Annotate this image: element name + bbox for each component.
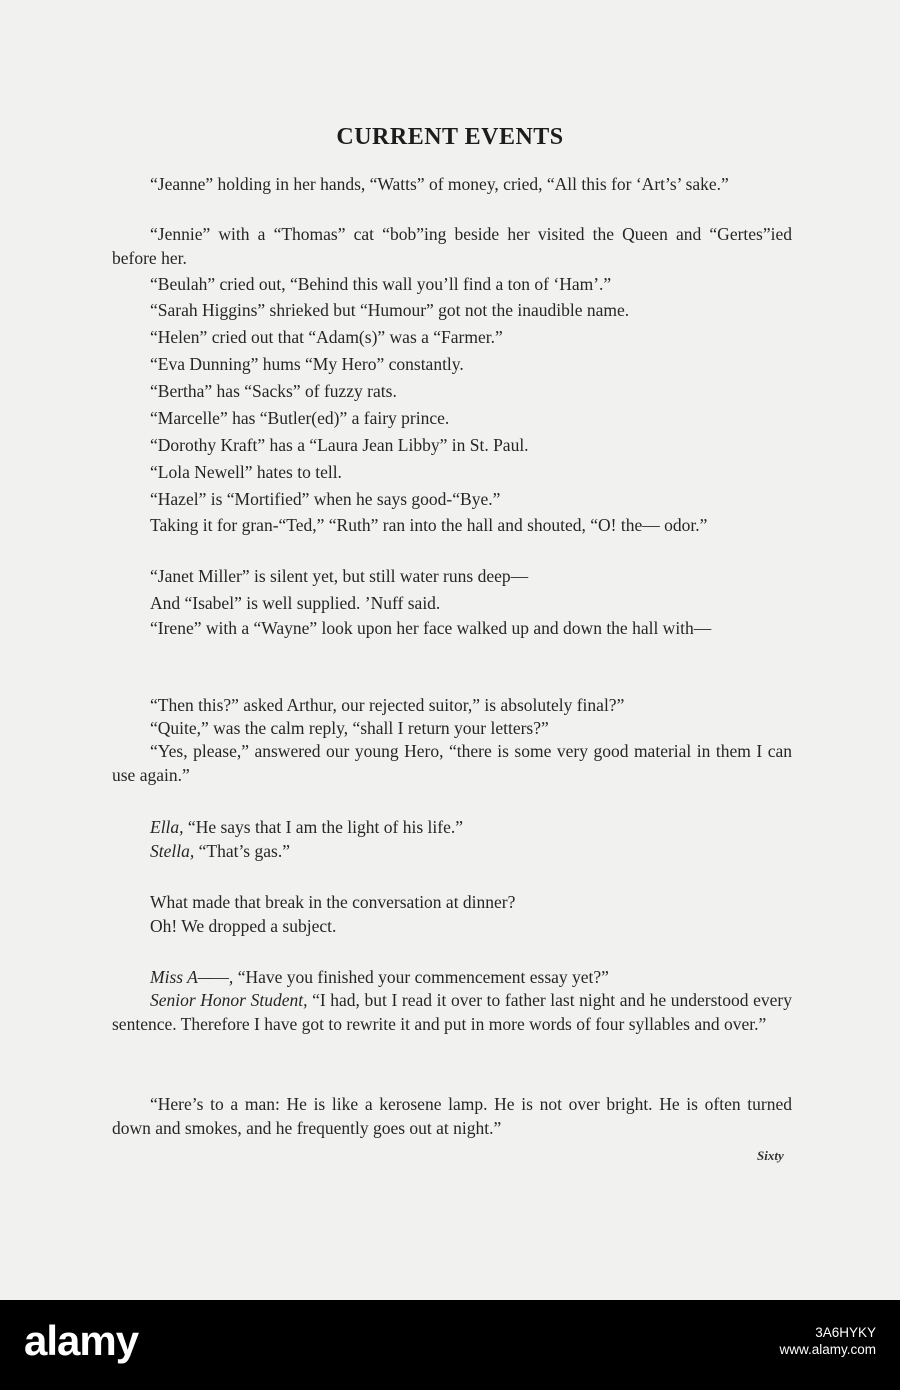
image-id: 3A6HYKY [815,1325,876,1340]
paragraph: Taking it for gran-“Ted,” “Ruth” ran into the hall and shouted, “O! the— odor.” [150,515,708,535]
page-number: Sixty [757,1148,784,1163]
alamy-logo: alamy [24,1317,139,1364]
speaker-name: Senior Honor Student, [150,990,308,1010]
paragraph: “Jennie” with a “Thomas” cat “bob”ing beside her visited the Queen and “Gertes”ied before her. [112,224,792,268]
watermark-info [712,1324,876,1358]
paragraph: “Lola Newell” hates to tell. [150,462,342,482]
paragraph: “Then this?” asked Arthur, our rejected suitor,” is absolutely final?” [150,695,625,715]
quote: “He says that I am the light of his life.” [183,817,463,837]
paragraph: “Quite,” was the calm reply, “shall I return your letters?” [150,718,549,738]
dialogue-line [112,839,792,863]
paragraph: “Beulah” cried out, “Behind this wall you’ll find a ton of ‘Ham’.” [150,274,612,294]
paragraph: What made that break in the conversation at dinner? [150,892,516,912]
paragraph: “Here’s to a man: He is like a kerosene lamp. He is not over bright. He is often turned down and smokes, and he frequently goes out at night.” [112,1094,792,1138]
paragraph: “Dorothy Kraft” has a “Laura Jean Libby” in St. Paul. [150,435,529,455]
quote: “That’s gas.” [194,841,290,861]
paragraph: And “Isabel” is well supplied. ’Nuff said. [150,593,441,613]
paragraph: “Sarah Higgins” shrieked but “Humour” got not the inaudible name. [150,300,630,320]
speaker-name: Miss A——, [150,967,234,987]
paragraph: “Irene” with a “Wayne” look upon her face walked up and down the hall with— [150,618,712,638]
speaker-name: Ella, [150,817,184,837]
paragraph: “Helen” cried out that “Adam(s)” was a “Farmer.” [150,327,503,347]
paragraph: “Yes, please,” answered our young Hero, “there is some very good material in them I can use again.” [112,741,792,785]
dialogue-line [112,965,792,989]
site-url: www.alamy.com [779,1342,876,1357]
paragraph: “Hazel” is “Mortified” when he says good-“Bye.” [150,489,501,509]
paragraph: “Marcelle” has “Butler(ed)” a fairy prince. [150,408,450,428]
quote: “I had, but I read it over to father last night and he understood every sentence. Therefore I have got to rewrite it and put in more words of four syllables and over.” [112,990,792,1034]
paragraph: “Jeanne” holding in her hands, “Watts” of money, cried, “All this for ‘Art’s’ sake.” [150,174,729,194]
paragraph: “Bertha” has “Sacks” of fuzzy rats. [150,381,397,401]
page-title: CURRENT EVENTS [336,124,564,150]
paragraph: “Janet Miller” is silent yet, but still water runs deep— [150,566,529,586]
speaker-name: Stella, [150,841,195,861]
paragraph: Oh! We dropped a subject. [150,916,337,936]
quote: “Have you finished your commencement essay yet?” [233,967,609,987]
dialogue-line [112,815,792,839]
dialogue-line [112,988,792,1036]
paragraph: “Eva Dunning” hums “My Hero” constantly. [150,354,464,374]
